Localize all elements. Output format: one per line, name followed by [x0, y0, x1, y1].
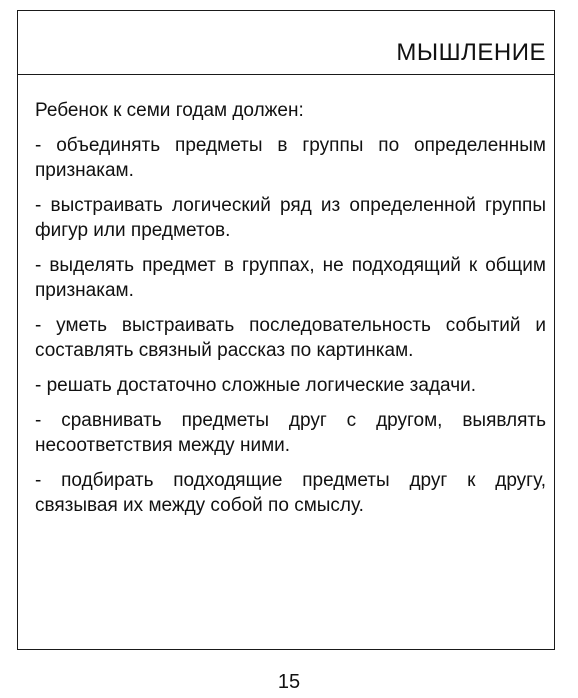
title-divider: [18, 74, 554, 75]
list-item: - сравнивать предметы друг с другом, выявлять несоответствия между ними.: [35, 410, 546, 456]
content-body: [35, 99, 546, 528]
list-item: - выстраивать логический ряд из определенной группы фигур или предметов.: [35, 195, 546, 241]
list-item: - подбирать подходящие предметы друг к другу, связывая их между собой по смыслу.: [35, 470, 546, 516]
content-frame: [17, 10, 555, 650]
list-item: - выделять предмет в группах, не подходящий к общим признакам.: [35, 255, 546, 301]
section-title: МЫШЛЕНИЕ: [396, 39, 546, 66]
intro-text: Ребенок к семи годам должен:: [35, 100, 304, 121]
page-number: 15: [277, 671, 301, 693]
list-item: - решать достаточно сложные логические задачи.: [35, 375, 476, 396]
list-item: - уметь выстраивать последовательность событий и составлять связный рассказ по картинкам.: [35, 315, 546, 361]
list-item: - объединять предметы в группы по определенным признакам.: [35, 135, 546, 181]
